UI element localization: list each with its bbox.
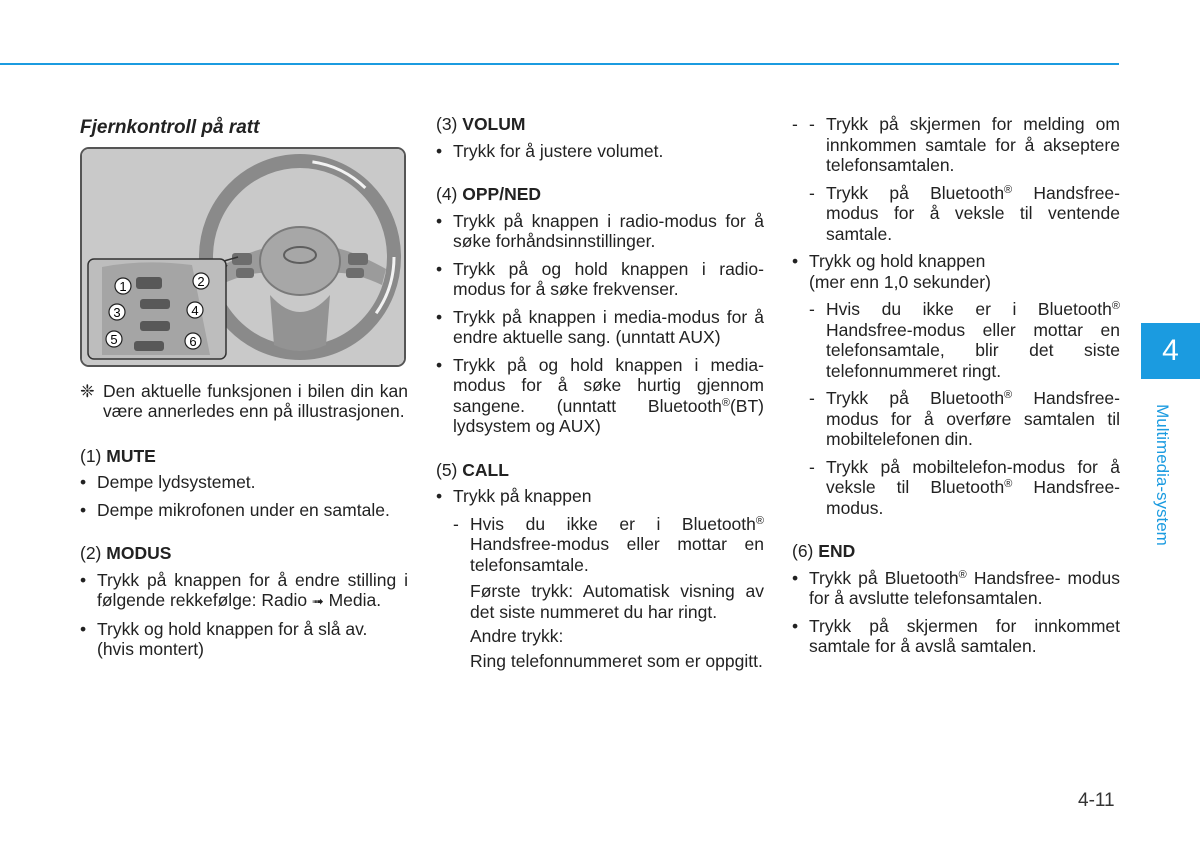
callout-1: 1 xyxy=(119,278,127,294)
note-mark-icon: ❈ xyxy=(80,380,95,401)
list-item: - Trykk på Bluetooth® Handsfree- modus for å veksle til ventende samtale. xyxy=(792,183,1120,245)
list-item: • Trykk på Bluetooth® Handsfree- modus for å avslutte telefonsamtalen. xyxy=(792,568,1120,609)
list-item: • Dempe mikrofonen under en samtale. xyxy=(80,500,408,521)
callout-6: 6 xyxy=(189,333,197,349)
callout-4: 4 xyxy=(191,302,199,318)
list-item: • Trykk og hold knappen (mer enn 1,0 sekunder) xyxy=(792,251,1120,292)
callout-3: 3 xyxy=(113,304,121,320)
list-item: • Trykk på knappen i media-modus for å endre aktuelle sang. (unntatt AUX) xyxy=(436,307,764,348)
steering-wheel-illustration xyxy=(80,147,406,367)
list-item: • Trykk for å justere volumet. xyxy=(436,141,764,162)
call-heading: (5) CALL xyxy=(436,459,509,480)
volum-heading: (3) VOLUM xyxy=(436,114,526,134)
modus-heading: (2) MODUS xyxy=(80,543,172,563)
list-item: Andre trykk: xyxy=(470,626,564,646)
oppned-heading: (4) OPP/NED xyxy=(436,184,542,204)
list-item: - Trykk på Bluetooth® Handsfree- modus for å overføre samtalen til mobiltelefonen din. xyxy=(792,388,1120,450)
chapter-tab: 4 xyxy=(1141,323,1200,379)
steering-wheel-drawing xyxy=(82,149,404,365)
column-2 xyxy=(436,114,764,678)
column-3 xyxy=(792,114,1120,664)
mute-heading: (1) MUTE xyxy=(80,445,156,466)
page-number: 4-11 xyxy=(1078,790,1115,811)
list-item: Første trykk: Automatisk visning av det siste nummeret du har ringt. xyxy=(470,581,764,622)
list-item: Ring telefonnummeret som er oppgitt. xyxy=(470,650,763,671)
list-item: • Trykk på knappen xyxy=(436,486,764,507)
list-item: • Trykk på skjermen for innkommet samtale for å avslå samtalen. xyxy=(792,616,1120,657)
column-1 xyxy=(80,114,408,667)
list-item: - Trykk på mobiltelefon-modus for å veksle til Bluetooth® Handsfree- modus. xyxy=(792,457,1120,519)
callout-5: 5 xyxy=(110,331,118,347)
list-item: • Trykk på knappen for å endre stilling i følgende rekkefølge: Radio ➟ Media. xyxy=(80,570,408,612)
list-item: • Trykk og hold knappen for å slå av. (hvis montert) xyxy=(80,619,408,660)
list-item: - Hvis du ikke er i Bluetooth® Handsfree-modus eller mottar en telefonsamtale. xyxy=(436,514,764,576)
section-title: Fjernkontroll på ratt xyxy=(80,117,260,138)
end-heading: (6) END xyxy=(792,541,856,561)
list-item: - - Trykk på skjermen for melding om innkommen samtale for å akseptere telefonsamtalen. xyxy=(792,114,1120,176)
list-item: • Trykk på og hold knappen i radio-modus for å søke frekvenser. xyxy=(436,259,764,300)
arrow-right-icon: ➟ xyxy=(312,593,324,609)
list-item: • Trykk på og hold knappen i media-modus for å søke hurtig gjennom sangene. (unntatt Bluetooth®(BT) lydsystem og AUX) xyxy=(436,355,764,437)
list-item: • Dempe lydsystemet. xyxy=(80,472,408,493)
list-item: - Hvis du ikke er i Bluetooth® Handsfree-modus eller mottar en telefonsamtale, blir det siste telefonnummeret ringt. xyxy=(792,299,1120,381)
callout-2: 2 xyxy=(197,273,205,289)
list-item: • Trykk på knappen i radio-modus for å søke forhåndsinnstillinger. xyxy=(436,211,764,252)
chapter-side-label: Multimedia-system xyxy=(1153,404,1172,546)
top-rule xyxy=(0,63,1119,65)
illustration-note: ❈ Den aktuelle funksjonen i bilen din kan være annerledes enn på illustrasjonen. xyxy=(80,380,408,421)
